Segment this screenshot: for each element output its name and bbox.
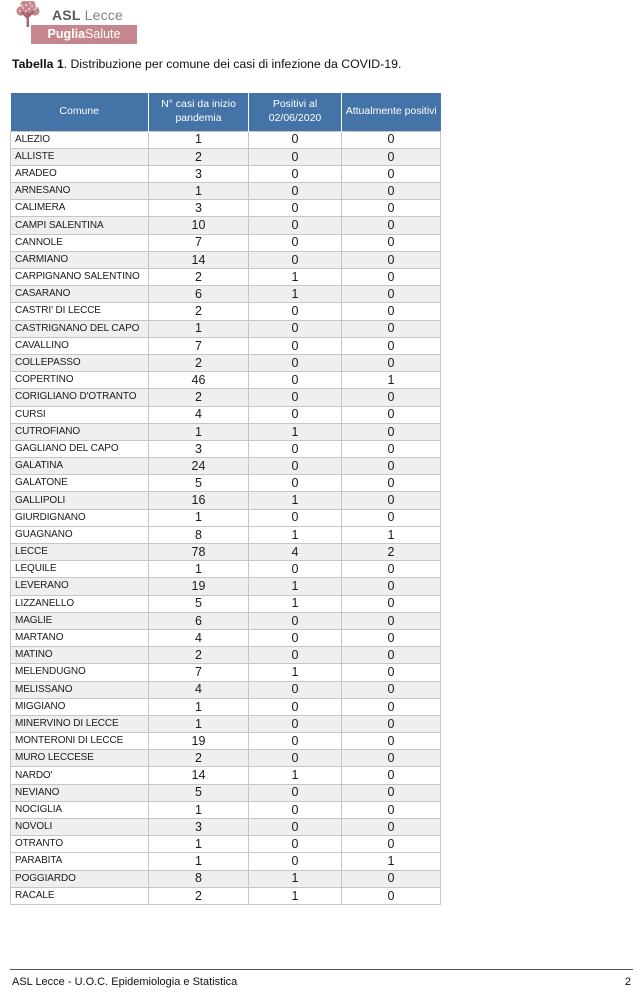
value-cell: 0 (342, 819, 441, 836)
value-cell: 7 (149, 234, 249, 251)
comune-cell: ALLISTE (11, 148, 149, 165)
table-caption-label: Tabella 1 (12, 57, 64, 71)
value-cell: 0 (342, 217, 441, 234)
comune-cell: CARPIGNANO SALENTINO (11, 269, 149, 286)
comune-cell: GUAGNANO (11, 526, 149, 543)
value-cell: 5 (149, 784, 249, 801)
table-row (11, 492, 441, 509)
table-row (11, 836, 441, 853)
header-casi-inizio-pandemia: N° casi da inizio pandemia (149, 93, 249, 131)
value-cell: 2 (342, 544, 441, 561)
value-cell: 7 (149, 337, 249, 354)
value-cell: 0 (249, 251, 342, 268)
comune-cell: ARNESANO (11, 183, 149, 200)
table-row (11, 406, 441, 423)
value-cell: 78 (149, 544, 249, 561)
value-cell: 2 (149, 303, 249, 320)
value-cell: 0 (249, 784, 342, 801)
table-row (11, 561, 441, 578)
value-cell: 6 (149, 612, 249, 629)
table-row (11, 698, 441, 715)
comune-cell: GIURDIGNANO (11, 509, 149, 526)
value-cell: 0 (342, 320, 441, 337)
value-cell: 0 (249, 681, 342, 698)
value-cell: 2 (149, 269, 249, 286)
table-row (11, 664, 441, 681)
value-cell: 8 (149, 870, 249, 887)
table-row (11, 750, 441, 767)
value-cell: 0 (249, 458, 342, 475)
value-cell: 0 (342, 475, 441, 492)
value-cell: 0 (342, 269, 441, 286)
footer-department: ASL Lecce - U.O.C. Epidemiologia e Statistica (12, 976, 238, 988)
covid-cases-table (10, 93, 441, 905)
table-row (11, 715, 441, 732)
value-cell: 0 (342, 406, 441, 423)
table-row (11, 870, 441, 887)
comune-cell: CASARANO (11, 286, 149, 303)
value-cell: 0 (342, 767, 441, 784)
table-row (11, 544, 441, 561)
value-cell: 0 (249, 354, 342, 371)
table-row (11, 320, 441, 337)
value-cell: 0 (342, 148, 441, 165)
value-cell: 1 (249, 870, 342, 887)
value-cell: 0 (342, 251, 441, 268)
comune-cell: CARMIANO (11, 251, 149, 268)
comune-cell: NEVIANO (11, 784, 149, 801)
comune-cell: GALATONE (11, 475, 149, 492)
comune-cell: ALEZIO (11, 131, 149, 148)
table-row (11, 784, 441, 801)
header-comune: Comune (11, 93, 149, 131)
value-cell: 0 (249, 836, 342, 853)
value-cell: 0 (342, 183, 441, 200)
value-cell: 0 (342, 612, 441, 629)
comune-cell: MIGGIANO (11, 698, 149, 715)
comune-cell: GAGLIANO DEL CAPO (11, 440, 149, 457)
value-cell: 1 (149, 853, 249, 870)
comune-cell: MATINO (11, 647, 149, 664)
value-cell: 0 (342, 715, 441, 732)
comune-cell: NARDO' (11, 767, 149, 784)
puglia-label: Puglia (47, 27, 86, 41)
asl-label: ASL (52, 7, 81, 23)
table-row (11, 131, 441, 148)
table-row (11, 647, 441, 664)
value-cell: 0 (249, 801, 342, 818)
comune-cell: COLLEPASSO (11, 354, 149, 371)
value-cell: 0 (342, 234, 441, 251)
table-row (11, 389, 441, 406)
value-cell: 1 (149, 698, 249, 715)
comune-cell: CAVALLINO (11, 337, 149, 354)
table-row (11, 251, 441, 268)
value-cell: 0 (342, 870, 441, 887)
value-cell: 0 (342, 492, 441, 509)
value-cell: 0 (249, 183, 342, 200)
value-cell: 1 (249, 269, 342, 286)
header-positivi-al: Positivi al 02/06/2020 (249, 93, 342, 131)
table-row (11, 286, 441, 303)
value-cell: 0 (249, 819, 342, 836)
comune-cell: ARADEO (11, 165, 149, 182)
value-cell: 6 (149, 286, 249, 303)
value-cell: 0 (249, 303, 342, 320)
table-row (11, 526, 441, 543)
comune-cell: MELISSANO (11, 681, 149, 698)
value-cell: 0 (249, 612, 342, 629)
table-row (11, 629, 441, 646)
table-row (11, 440, 441, 457)
value-cell: 1 (342, 853, 441, 870)
table-row (11, 148, 441, 165)
value-cell: 24 (149, 458, 249, 475)
comune-cell: CORIGLIANO D'OTRANTO (11, 389, 149, 406)
value-cell: 0 (342, 629, 441, 646)
value-cell: 0 (249, 440, 342, 457)
page-number: 2 (624, 976, 631, 988)
lecce-label: Lecce (84, 7, 123, 23)
value-cell: 3 (149, 165, 249, 182)
value-cell: 3 (149, 200, 249, 217)
value-cell: 0 (342, 509, 441, 526)
value-cell: 0 (342, 750, 441, 767)
value-cell: 0 (249, 320, 342, 337)
table-row (11, 819, 441, 836)
comune-cell: MONTERONI DI LECCE (11, 733, 149, 750)
value-cell: 1 (249, 767, 342, 784)
table-row (11, 475, 441, 492)
value-cell: 0 (249, 234, 342, 251)
value-cell: 1 (249, 578, 342, 595)
value-cell: 1 (149, 561, 249, 578)
value-cell: 0 (342, 303, 441, 320)
value-cell: 0 (342, 337, 441, 354)
value-cell: 4 (149, 681, 249, 698)
value-cell: 1 (249, 595, 342, 612)
value-cell: 0 (342, 458, 441, 475)
value-cell: 0 (249, 372, 342, 389)
comune-cell: RACALE (11, 887, 149, 904)
value-cell: 1 (149, 801, 249, 818)
value-cell: 0 (342, 286, 441, 303)
comune-cell: CANNOLE (11, 234, 149, 251)
value-cell: 0 (249, 853, 342, 870)
value-cell: 0 (342, 664, 441, 681)
comune-cell: CAMPI SALENTINA (11, 217, 149, 234)
value-cell: 4 (149, 629, 249, 646)
table-row (11, 509, 441, 526)
comune-cell: OTRANTO (11, 836, 149, 853)
value-cell: 0 (342, 698, 441, 715)
comune-cell: CUTROFIANO (11, 423, 149, 440)
value-cell: 0 (342, 389, 441, 406)
table-row (11, 354, 441, 371)
value-cell: 0 (249, 629, 342, 646)
value-cell: 1 (249, 887, 342, 904)
comune-cell: MARTANO (11, 629, 149, 646)
value-cell: 0 (249, 200, 342, 217)
value-cell: 1 (149, 715, 249, 732)
value-cell: 1 (149, 836, 249, 853)
value-cell: 0 (342, 647, 441, 664)
value-cell: 0 (249, 509, 342, 526)
value-cell: 1 (249, 526, 342, 543)
value-cell: 0 (342, 561, 441, 578)
value-cell: 14 (149, 767, 249, 784)
table-row (11, 423, 441, 440)
table-row (11, 681, 441, 698)
table-row (11, 303, 441, 320)
value-cell: 2 (149, 647, 249, 664)
comune-cell: LEQUILE (11, 561, 149, 578)
comune-cell: NOVOLI (11, 819, 149, 836)
value-cell: 0 (249, 647, 342, 664)
value-cell: 0 (249, 217, 342, 234)
table-row (11, 801, 441, 818)
value-cell: 4 (149, 406, 249, 423)
value-cell: 1 (149, 509, 249, 526)
value-cell: 4 (249, 544, 342, 561)
value-cell: 0 (249, 750, 342, 767)
table-row (11, 183, 441, 200)
value-cell: 0 (342, 595, 441, 612)
asl-lecce-wordmark (52, 7, 123, 23)
value-cell: 1 (249, 664, 342, 681)
value-cell: 1 (149, 423, 249, 440)
value-cell: 0 (249, 131, 342, 148)
value-cell: 5 (149, 475, 249, 492)
table-row (11, 887, 441, 904)
table-row (11, 337, 441, 354)
comune-cell: CURSI (11, 406, 149, 423)
comune-cell: GALATINA (11, 458, 149, 475)
value-cell: 0 (249, 148, 342, 165)
comune-cell: GALLIPOLI (11, 492, 149, 509)
table-row (11, 578, 441, 595)
value-cell: 1 (342, 372, 441, 389)
value-cell: 19 (149, 733, 249, 750)
comune-cell: LEVERANO (11, 578, 149, 595)
table-caption (12, 57, 401, 71)
table-row (11, 269, 441, 286)
header-attualmente-positivi: Attualmente positivi (342, 93, 441, 131)
value-cell: 1 (249, 492, 342, 509)
value-cell: 0 (342, 801, 441, 818)
value-cell: 0 (342, 784, 441, 801)
value-cell: 5 (149, 595, 249, 612)
value-cell: 2 (149, 887, 249, 904)
comune-cell: PARABITA (11, 853, 149, 870)
value-cell: 0 (249, 698, 342, 715)
value-cell: 0 (249, 561, 342, 578)
value-cell: 1 (249, 286, 342, 303)
table-row (11, 853, 441, 870)
value-cell: 2 (149, 354, 249, 371)
comune-cell: NOCIGLIA (11, 801, 149, 818)
comune-cell: MINERVINO DI LECCE (11, 715, 149, 732)
value-cell: 1 (249, 423, 342, 440)
comune-cell: CASTRI' DI LECCE (11, 303, 149, 320)
comune-cell: MELENDUGNO (11, 664, 149, 681)
comune-cell: LIZZANELLO (11, 595, 149, 612)
value-cell: 1 (342, 526, 441, 543)
comune-cell: MAGLIE (11, 612, 149, 629)
comune-cell: POGGIARDO (11, 870, 149, 887)
value-cell: 0 (249, 389, 342, 406)
table-caption-text: . Distribuzione per comune dei casi di infezione da COVID-19. (63, 57, 402, 71)
value-cell: 16 (149, 492, 249, 509)
table-row (11, 458, 441, 475)
value-cell: 0 (342, 681, 441, 698)
comune-cell: MURO LECCESE (11, 750, 149, 767)
value-cell: 3 (149, 440, 249, 457)
value-cell: 19 (149, 578, 249, 595)
table-row (11, 217, 441, 234)
value-cell: 1 (149, 183, 249, 200)
table-row (11, 165, 441, 182)
value-cell: 0 (342, 200, 441, 217)
table-row (11, 200, 441, 217)
value-cell: 0 (342, 423, 441, 440)
table-row (11, 372, 441, 389)
value-cell: 1 (149, 320, 249, 337)
table-row (11, 234, 441, 251)
pugliasalute-banner (31, 25, 137, 44)
value-cell: 0 (342, 836, 441, 853)
value-cell: 0 (342, 165, 441, 182)
value-cell: 0 (342, 578, 441, 595)
value-cell: 0 (342, 354, 441, 371)
value-cell: 0 (249, 165, 342, 182)
table-row (11, 733, 441, 750)
value-cell: 8 (149, 526, 249, 543)
comune-cell: CASTRIGNANO DEL CAPO (11, 320, 149, 337)
value-cell: 0 (249, 337, 342, 354)
table-row (11, 612, 441, 629)
value-cell: 7 (149, 664, 249, 681)
comune-cell: CALIMERA (11, 200, 149, 217)
value-cell: 2 (149, 750, 249, 767)
value-cell: 14 (149, 251, 249, 268)
table-row (11, 767, 441, 784)
comune-cell: LECCE (11, 544, 149, 561)
value-cell: 0 (342, 131, 441, 148)
value-cell: 1 (149, 131, 249, 148)
table-header-row (11, 93, 441, 131)
value-cell: 10 (149, 217, 249, 234)
salute-label: Salute (85, 27, 121, 41)
value-cell: 0 (249, 715, 342, 732)
value-cell: 2 (149, 148, 249, 165)
value-cell: 0 (342, 733, 441, 750)
value-cell: 0 (342, 887, 441, 904)
value-cell: 2 (149, 389, 249, 406)
comune-cell: COPERTINO (11, 372, 149, 389)
table-row (11, 595, 441, 612)
value-cell: 0 (249, 406, 342, 423)
value-cell: 3 (149, 819, 249, 836)
value-cell: 0 (342, 440, 441, 457)
value-cell: 46 (149, 372, 249, 389)
value-cell: 0 (249, 475, 342, 492)
value-cell: 0 (249, 733, 342, 750)
footer-divider (10, 969, 633, 970)
